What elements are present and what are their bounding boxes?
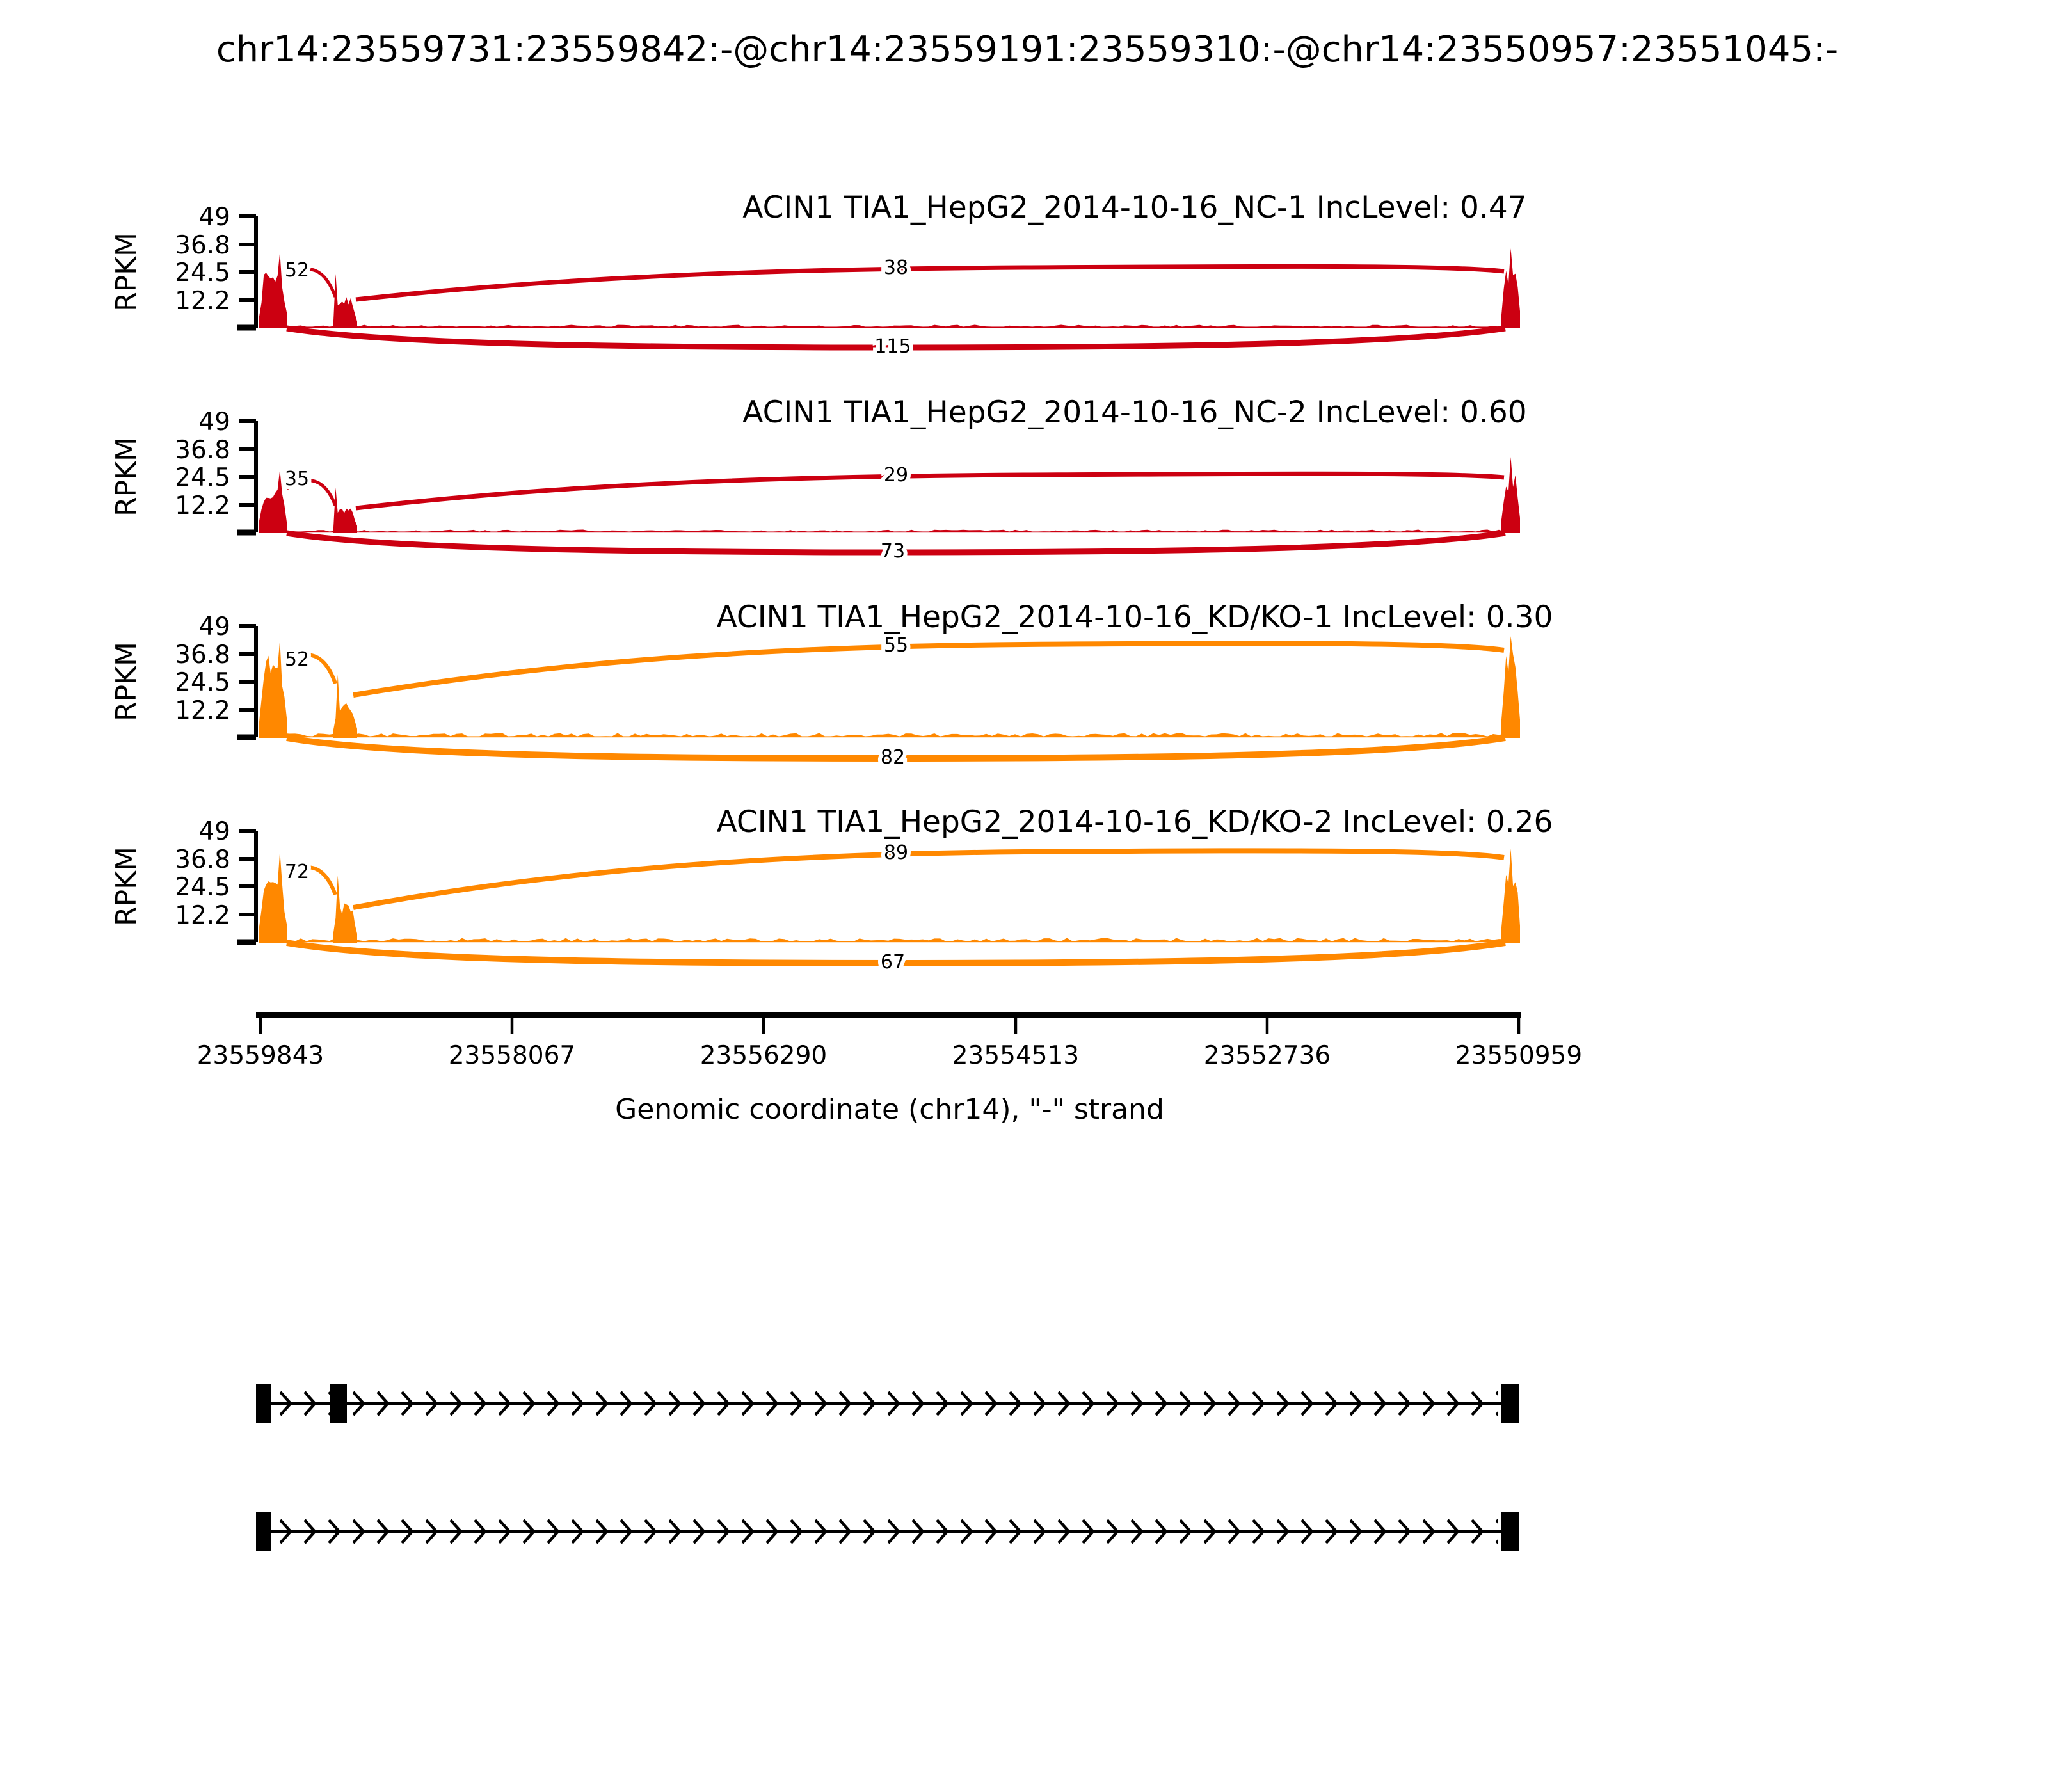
coverage-noise [260,938,1519,943]
rpkm-axis-label: RPKM [110,847,143,926]
coverage-noise [260,325,1519,328]
track-label: ACIN1 TIA1_HepG2_2014-10-16_KD/KO-2 IncLevel: 0.26 [716,804,1553,840]
x-tick-label: 23550959 [1455,1041,1583,1070]
y-tick-label: 24.5 [175,463,230,492]
track-nc1 [110,190,1527,358]
track-kdko2 [110,804,1553,973]
x-tick-label: 23556290 [700,1041,828,1070]
y-tick-label: 36.8 [175,641,230,669]
transcript-inclusion-isoform [256,1384,1519,1423]
transcript-skipping-isoform [256,1512,1519,1551]
junction-count-left: 52 [284,648,310,671]
track-kdko1 [110,600,1553,769]
junction-count-bottom: 73 [880,540,906,563]
junction-count-bottom: 82 [880,746,906,769]
y-axis-ticks [239,626,256,710]
y-tick-label: 49 [198,203,230,232]
junction-arc-inclusion-top [356,474,1504,508]
x-tick-label: 23554513 [952,1041,1080,1070]
y-tick-label: 12.2 [175,492,230,520]
exon-box-downstream [1501,1512,1519,1551]
y-tick-label: 36.8 [175,436,230,465]
y-tick-label: 24.5 [175,259,230,287]
junction-count-left: 52 [284,259,310,282]
exon-box-skipped [330,1384,347,1423]
y-tick-label: 49 [198,612,230,641]
junction-count-left: 35 [284,468,310,490]
exon-box-upstream [256,1512,271,1551]
y-tick-label: 12.2 [175,696,230,725]
junction-arc-inclusion-top [353,643,1504,695]
junction-count-left: 72 [284,861,310,883]
y-axis-ticks [239,831,256,915]
y-axis-ticks [239,216,256,300]
y-axis-ticks [239,421,256,505]
junction-count-top: 55 [883,634,909,657]
junction-arc-inclusion-top [353,851,1504,908]
exon-box-upstream [256,1384,271,1423]
junction-count-top: 29 [883,464,909,486]
x-tick-label: 23558067 [448,1041,576,1070]
intron-chevrons [275,1516,1498,1548]
coverage-noise [260,733,1519,738]
exon-box-downstream [1501,1384,1519,1423]
y-tick-label: 12.2 [175,901,230,930]
x-axis [197,1015,1583,1126]
y-tick-label: 24.5 [175,873,230,902]
track-label: ACIN1 TIA1_HepG2_2014-10-16_NC-1 IncLevel: 0.47 [742,190,1527,225]
plot-title: chr14:23559731:23559842:-@chr14:23559191:23559310:-@chr14:23550957:23551045:- [216,29,1839,70]
y-tick-label: 24.5 [175,668,230,697]
junction-count-bottom: 115 [874,335,911,358]
y-tick-label: 12.2 [175,287,230,316]
y-tick-label: 49 [198,408,230,436]
junction-count-top: 38 [883,257,909,279]
y-tick-label: 36.8 [175,231,230,260]
coverage-noise [260,530,1519,533]
rpkm-axis-label: RPKM [110,232,143,312]
track-nc2 [110,395,1527,563]
track-label: ACIN1 TIA1_HepG2_2014-10-16_KD/KO-1 IncLevel: 0.30 [716,600,1553,635]
rpkm-axis-label: RPKM [110,437,143,516]
x-tick-label: 23559843 [196,1041,324,1070]
y-tick-label: 49 [198,817,230,846]
junction-count-bottom: 67 [880,951,906,973]
y-tick-label: 36.8 [175,845,230,874]
transcript-models [256,1384,1519,1551]
junction-count-top: 89 [883,842,909,864]
genomic-axis-label: Genomic coordinate (chr14), "-" strand [615,1093,1164,1126]
track-label: ACIN1 TIA1_HepG2_2014-10-16_NC-2 IncLevel: 0.60 [742,395,1527,430]
x-tick-label: 23552736 [1203,1041,1331,1070]
intron-chevrons [275,1388,1498,1420]
rpkm-axis-label: RPKM [110,642,143,721]
junction-arc-inclusion-top [356,266,1504,300]
